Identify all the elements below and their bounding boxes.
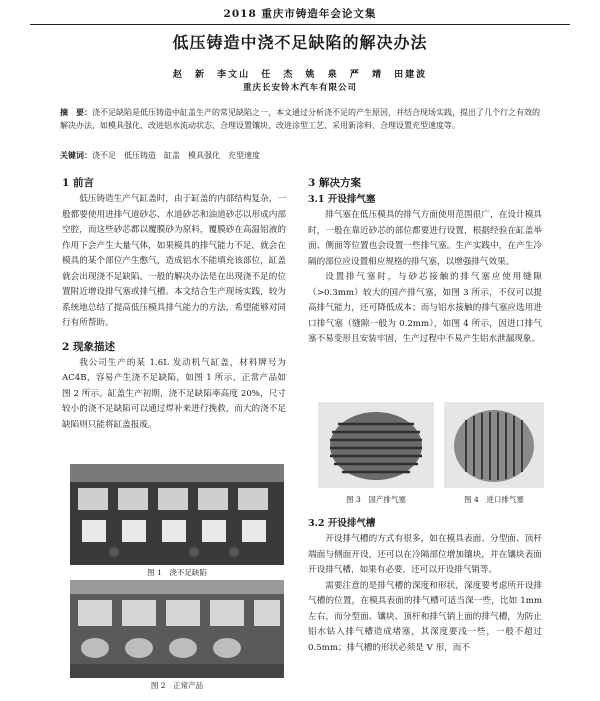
- keywords-label: 关键词：: [60, 150, 92, 160]
- section-2-heading: 2 现象描述: [62, 340, 115, 353]
- figure-4-imported-vent-plug: [444, 402, 544, 488]
- figure-2-caption: 图 2 正常产品: [150, 681, 204, 690]
- paper-title: 低压铸造中浇不足缺陷的解决办法: [172, 33, 428, 52]
- figure-1-defect-photo: [70, 464, 284, 565]
- running-header: 2018 重庆市铸造年会论文集: [30, 6, 570, 25]
- affiliation: 重庆长安铃木汽车有限公司: [242, 83, 357, 93]
- abstract: [60, 106, 544, 132]
- keywords: [60, 150, 544, 161]
- section-3-1-para-1: 排气塞在低压模具的排气方面使用范围很广，在设计模具时，一般在靠近砂芯的部位都要进行设置，根据经验在缸盖举面、侧面等位置也会设置一些排气塞。生产实践中，在产生冷隔的部位应设置相应规格的排气塞，以增强排气效果。: [308, 210, 542, 267]
- figure-2-normal-photo: [70, 580, 284, 678]
- section-3-heading: 3 解决方案: [308, 177, 361, 189]
- figure-4-caption: 图 4 进口排气塞: [464, 495, 524, 504]
- authors: 赵 新 李文山 任 杰 姚 泉 严 靖 田建波: [172, 70, 428, 80]
- section-1-heading: 1 前言: [62, 177, 94, 189]
- section-3-2-para-2: 需要注意的是排气槽的深度和形状，深度要考虑所开设排气槽的位置，在模具表面的排气槽可适当深一些，比如 1mm 左右，而分型面、镶块、顶杆和排气销上面的排气槽，为防止铝水钻入排气槽造成堵塞，其深度要浅一些，一般不超过 0.5mm；排气槽的形状必须是 V 形，而不: [308, 580, 542, 653]
- right-column-text-bottom: [308, 516, 542, 656]
- section-3-1-para-2: 设置排气塞时，与砂芯接触的排气塞应使用缝隙（>0.3mm）较大的国产排气塞，如图 3 所示，不仅可以提高排气能力，还可降低成本；而与铝水接触的排气塞应选用进口排气塞（缝隙一般为 0.2mm），如图 4 所示，因进口排气塞不易变形且安装牢固，生产过程中不易产生铝水泄漏现象。: [308, 272, 542, 344]
- section-3-2-heading: 3.2 开设排气槽: [308, 518, 376, 529]
- figure-1-caption: 图 1 浇不足缺陷: [147, 568, 207, 577]
- figure-3-domestic-vent-plug: [318, 402, 434, 488]
- section-3-1-heading: 3.1 开设排气塞: [308, 194, 376, 205]
- right-column-text-top: [308, 174, 542, 348]
- section-1-text: 低压铸造生产气缸盖时，由于缸盖的内部结构复杂，一般都要使用进排气道砂芯、水道砂芯和油道砂芯以形成内部空腔，而这些砂芯都以覆膜砂为原料，覆膜砂在高温铝液的作用下会产生大量气体，如果模具的排气能力不足，就会在模具的某个部位产生憋气，造成铝水不能填充该部位，缸盖就会出现浇不足缺陷。一般的解决办法是在出现浇不足的位置附近增设排气塞或排气槽。本文结合生产现场实践，较为系统地总结了提高低压模具排气能力的方法，希望能够对同行有所帮助。: [62, 194, 286, 328]
- section-3-2-para-1: 开设排气槽的方式有很多，如在模具表面、分型面、顶杆端面与侧面开设，还可以在冷隔部位增加镶块，并在镶块表面开设排气槽，如果有必要，还可以开设排气销等。: [308, 534, 542, 575]
- left-column-text: [62, 174, 286, 433]
- figure-3-caption: 图 3 国产排气塞: [346, 495, 406, 504]
- section-2-text: 我公司生产的某 1.6L 发动机气缸盖，材料牌号为 AC4B，容易产生浇不足缺陷，如图 1 所示，正常产品如图 2 所示。缸盖生产初期，浇不足缺陷率高度 20%，尺寸较小的浇不足缺陷可以通过焊补来进行挽救，而大的浇不足缺陷则只能将缸盖报废。: [62, 357, 286, 430]
- abstract-label: 摘 要：: [60, 107, 92, 117]
- keywords-text: 浇不足 低压铸造 缸盖 模具强化 充型速度: [92, 151, 260, 160]
- abstract-text: 浇不足缺陷是低压铸造中缸盖生产的常见缺陷之一，本文通过分析浇不足的产生原因，并结合现场实践，提出了几个行之有效的解决办法，如模具强化、改进铝水流动状态、合理设置镶块、改进涂型工艺、采用新涂料、合理设置充型速度等。: [60, 108, 540, 130]
